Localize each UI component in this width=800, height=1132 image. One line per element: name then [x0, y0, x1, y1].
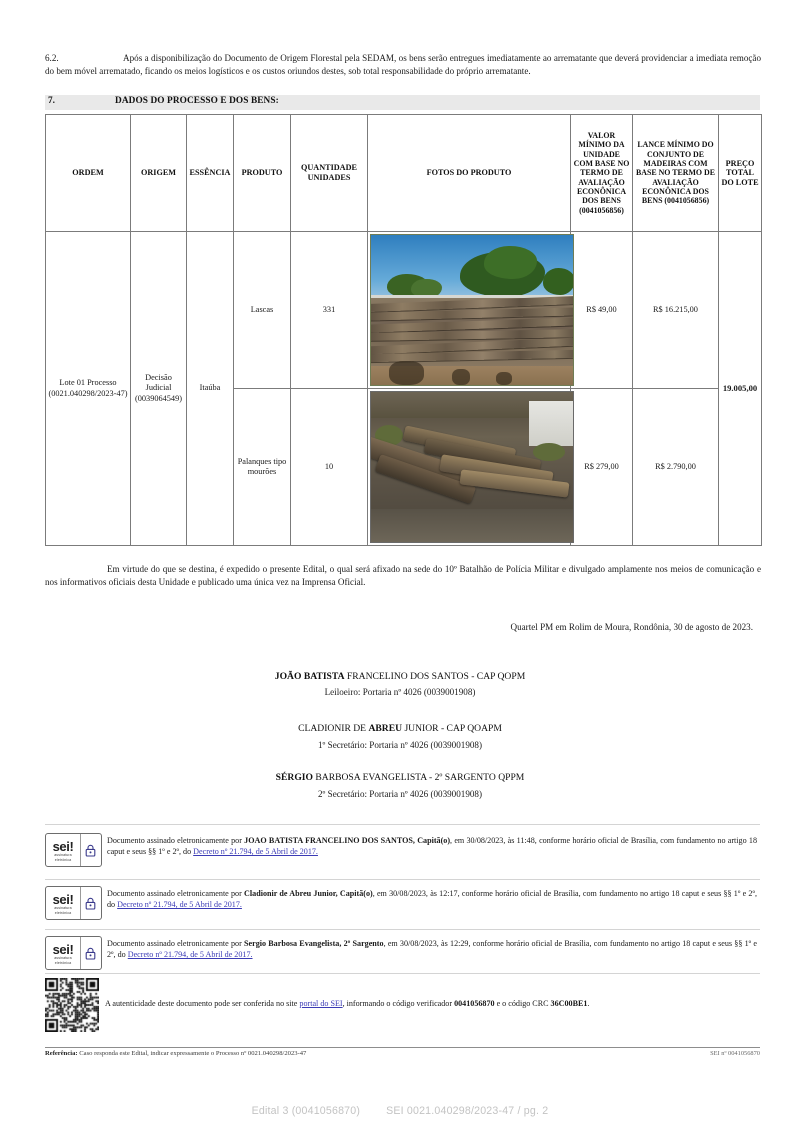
closing-text: Em virtude do que se destina, é expedido o presente Edital, o qual será afixado na sede do 10º Batalhão de Polícia Militar e divulgado amplamente nos meios de comunicação e nos informativos oficiais desta Unidade e publicado uma única vez na Imprensa Oficial.: [45, 564, 761, 587]
verification-code: 0041056870: [454, 999, 495, 1008]
signature-rest-2: JUNIOR - CAP QOAPM: [402, 723, 502, 734]
sei-signature-block-1: [45, 833, 760, 869]
photo-bright-area: [529, 401, 573, 446]
sei-signature-text-1: [107, 835, 757, 857]
signature-pre-2: CLADIONIR DE: [298, 723, 369, 734]
header-origem: ORIGEM: [131, 115, 187, 232]
sei-signer-name-1: JOAO BATISTA FRANCELINO DOS SANTOS: [244, 836, 413, 845]
sei-signature-block-2: [45, 886, 760, 922]
cell-lance-minimo-2: R$ 2.790,00: [633, 389, 719, 546]
photo-shadow-2: [452, 369, 470, 386]
cell-foto-1: [368, 232, 571, 389]
sei-prefix-1: Documento assinado eletronicamente por: [107, 836, 245, 845]
photo-gravel-ground: [371, 509, 573, 542]
header-fotos: FOTOS DO PRODUTO: [368, 115, 571, 232]
signature-name-1: [0, 671, 800, 682]
sei-logo-mark: [46, 941, 80, 965]
clause-number: 6.2.: [45, 53, 59, 63]
sei-separator: [45, 973, 760, 974]
closing-paragraph: [45, 563, 761, 588]
authenticity-part4: .: [587, 999, 590, 1008]
sei-signer-rank-3: , 2º Sargento: [339, 939, 384, 948]
sei-caption-line1: assinatura: [54, 955, 72, 960]
reference-text: [45, 1050, 306, 1057]
sei-caption-line1: assinatura: [54, 852, 72, 857]
cell-produto-2: Palanques tipo mourões: [234, 389, 291, 546]
lock-icon: [80, 937, 99, 969]
authenticity-part1: A autenticidade deste documento pode ser conferida no site: [105, 999, 300, 1008]
authenticity-text: [105, 998, 760, 1009]
decree-link-1[interactable]: Decreto nº 21.794, de 5 Abril de 2017.: [193, 847, 318, 856]
cell-preco-total: 19.005,00: [719, 232, 762, 546]
cell-quantidade-1: 331: [291, 232, 368, 389]
sei-caption-line2: eletrônica: [54, 857, 72, 862]
sei-prefix-2: Documento assinado eletronicamente por: [107, 889, 245, 898]
header-quantidade: QUANTIDADE UNIDADES: [291, 115, 368, 232]
authenticity-part3: e o código CRC: [494, 999, 551, 1008]
header-lance-minimo: LANCE MÍNIMO DO CONJUNTO DE MADEIRAS COM BASE NO TERMO DE AVALIAÇÃO ECONÔNICA DOS BENS (0041056856): [633, 115, 719, 232]
header-essencia: ESSÊNCIA: [187, 115, 234, 232]
crc-code: 36C00BE1: [550, 999, 588, 1008]
header-ordem: ORDEM: [46, 115, 131, 232]
footer-document: Edital 3 (0041056870): [251, 1105, 361, 1117]
sei-separator: [45, 879, 760, 880]
sei-logo-3: [45, 936, 102, 970]
sei-signer-name-3: Sergio Barbosa Evangelista: [244, 939, 340, 948]
sei-prefix-3: Documento assinado eletronicamente por: [107, 939, 245, 948]
signature-name-3: [0, 772, 800, 783]
sei-caption-line1: assinatura: [54, 905, 72, 910]
clause-text: Após a disponibilização do Documento de Origem Florestal pela SEDAM, os bens serão entregues imediatamente ao arrematante que deverá providenciar a imediata remoção do bem móvel arrematado, ficando os meios logísticos e os custos oriundos destes, sob total responsabilidade do próprio arrematante.: [45, 53, 761, 76]
cell-ordem: Lote 01 Processo (0021.040298/2023-47): [46, 232, 131, 546]
footer-process: SEI 0021.040298/2023-47 / pg. 2: [386, 1105, 549, 1117]
product-photo-mouroes: [370, 391, 574, 543]
reference-body: Caso responda este Edital, indicar expressamente o Processo nº 0021.040298/2023-47: [77, 1050, 307, 1057]
signature-name-2: [0, 723, 800, 734]
signature-rest-1: FRANCELINO DOS SANTOS - CAP QOPM: [344, 671, 526, 682]
lock-icon: [80, 887, 99, 919]
sei-logo-mark: [46, 891, 80, 915]
sei-logo-2: [45, 886, 102, 920]
authenticity-part2: , informando o código verificador: [342, 999, 455, 1008]
header-valor-minimo: VALOR MÍNIMO DA UNIDADE COM BASE NO TERMO DE AVALIAÇÃO ECONÔNICA DOS BENS (0041056856): [571, 115, 633, 232]
page-footer: [0, 1105, 800, 1117]
photo-vegetation: [533, 443, 565, 461]
sei-wordmark: sei!: [52, 891, 74, 907]
signature-rest-3: BARBOSA EVANGELISTA - 2º SARGENTO QPPM: [312, 772, 525, 783]
sei-middle-2: , em 30/08/2023, às 12:17, conforme horário oficial de Brasília, com fundamento no artigo 18 caput e seus §§ 1º e 2º, do: [107, 889, 758, 909]
sei-middle-1: , em 30/08/2023, às 11:48, conforme horário oficial de Brasília, com fundamento no artigo 18 caput e seus §§ 1º e 2º, do: [107, 836, 758, 856]
sei-wordmark: sei!: [52, 838, 74, 854]
reference-sei-number: SEI nº 0041056870: [710, 1050, 760, 1057]
decree-link-3[interactable]: Decreto nº 21.794, de 5 Abril de 2017.: [127, 950, 253, 959]
cell-origem: Decisão Judicial (0039064549): [131, 232, 187, 546]
cell-quantidade-2: 10: [291, 389, 368, 546]
photo-photographer-shadow: [389, 361, 423, 385]
section-number: 7.: [48, 96, 55, 106]
signature-role-2: 1º Secretário: Portaria nº 4026 (0039001908): [318, 740, 482, 750]
cell-foto-2: [368, 389, 571, 546]
product-photo-lascas: [370, 234, 574, 386]
photo-tree-far: [543, 268, 574, 295]
decree-link-2[interactable]: Decreto nº 21.794, de 5 Abril de 2017.: [117, 900, 242, 909]
section-title: DADOS DO PROCESSO E DOS BENS:: [115, 96, 279, 106]
photo-tree-right-2: [484, 246, 537, 279]
reference-divider: [45, 1047, 760, 1048]
cell-valor-minimo-2: R$ 279,00: [571, 389, 633, 546]
sei-signer-name-2: Cladionir de Abreu Junior: [244, 889, 336, 898]
lock-icon: [80, 834, 99, 866]
sei-caption-line2: eletrônica: [54, 910, 72, 915]
sei-middle-3: , em 30/08/2023, às 12:29, conforme horário oficial de Brasília, com fundamento no artigo 18 caput e seus §§ 1º e 2º, do: [107, 939, 758, 959]
sei-separator: [45, 929, 760, 930]
sei-signature-text-2: [107, 888, 757, 910]
place-date: Quartel PM em Rolim de Moura, Rondônia, 30 de agosto de 2023.: [510, 622, 753, 632]
cell-essencia: Itaúba: [187, 232, 234, 546]
table-row: [46, 232, 762, 389]
sei-signature-text-3: [107, 938, 757, 960]
sei-logo-1: [45, 833, 102, 867]
sei-signer-rank-2: , Capitã(o): [335, 889, 373, 898]
reference-label: Referência:: [45, 1050, 78, 1057]
signature-role-1: Leiloeiro: Portaria nº 4026 (0039001908): [324, 687, 476, 697]
sei-logo-mark: [46, 838, 80, 862]
header-produto: PRODUTO: [234, 115, 291, 232]
signature-bold-1: JOÃO BATISTA: [274, 671, 345, 682]
sei-signature-block-3: [45, 936, 760, 972]
cell-lance-minimo-1: R$ 16.215,00: [633, 232, 719, 389]
signature-role-3: 2º Secretário: Portaria nº 4026 (0039001908): [318, 789, 482, 799]
portal-sei-link[interactable]: portal do SEI: [299, 999, 343, 1008]
sei-separator: [45, 824, 760, 825]
goods-table: [45, 114, 762, 546]
sei-wordmark: sei!: [52, 941, 74, 957]
table-header-row: [46, 115, 762, 232]
clause-paragraph: [45, 52, 761, 77]
signature-bold-3: SÉRGIO: [275, 772, 313, 783]
sei-caption-line2: eletrônica: [54, 960, 72, 965]
sei-signer-rank-1: , Capitã(o): [412, 836, 451, 845]
cell-valor-minimo-1: R$ 49,00: [571, 232, 633, 389]
cell-produto-1: Lascas: [234, 232, 291, 389]
qr-code: [45, 978, 99, 1032]
signature-bold-2: ABREU: [368, 723, 403, 734]
photo-shadow-3: [496, 372, 512, 386]
header-preco-total: PREÇO TOTAL DO LOTE: [719, 115, 762, 232]
